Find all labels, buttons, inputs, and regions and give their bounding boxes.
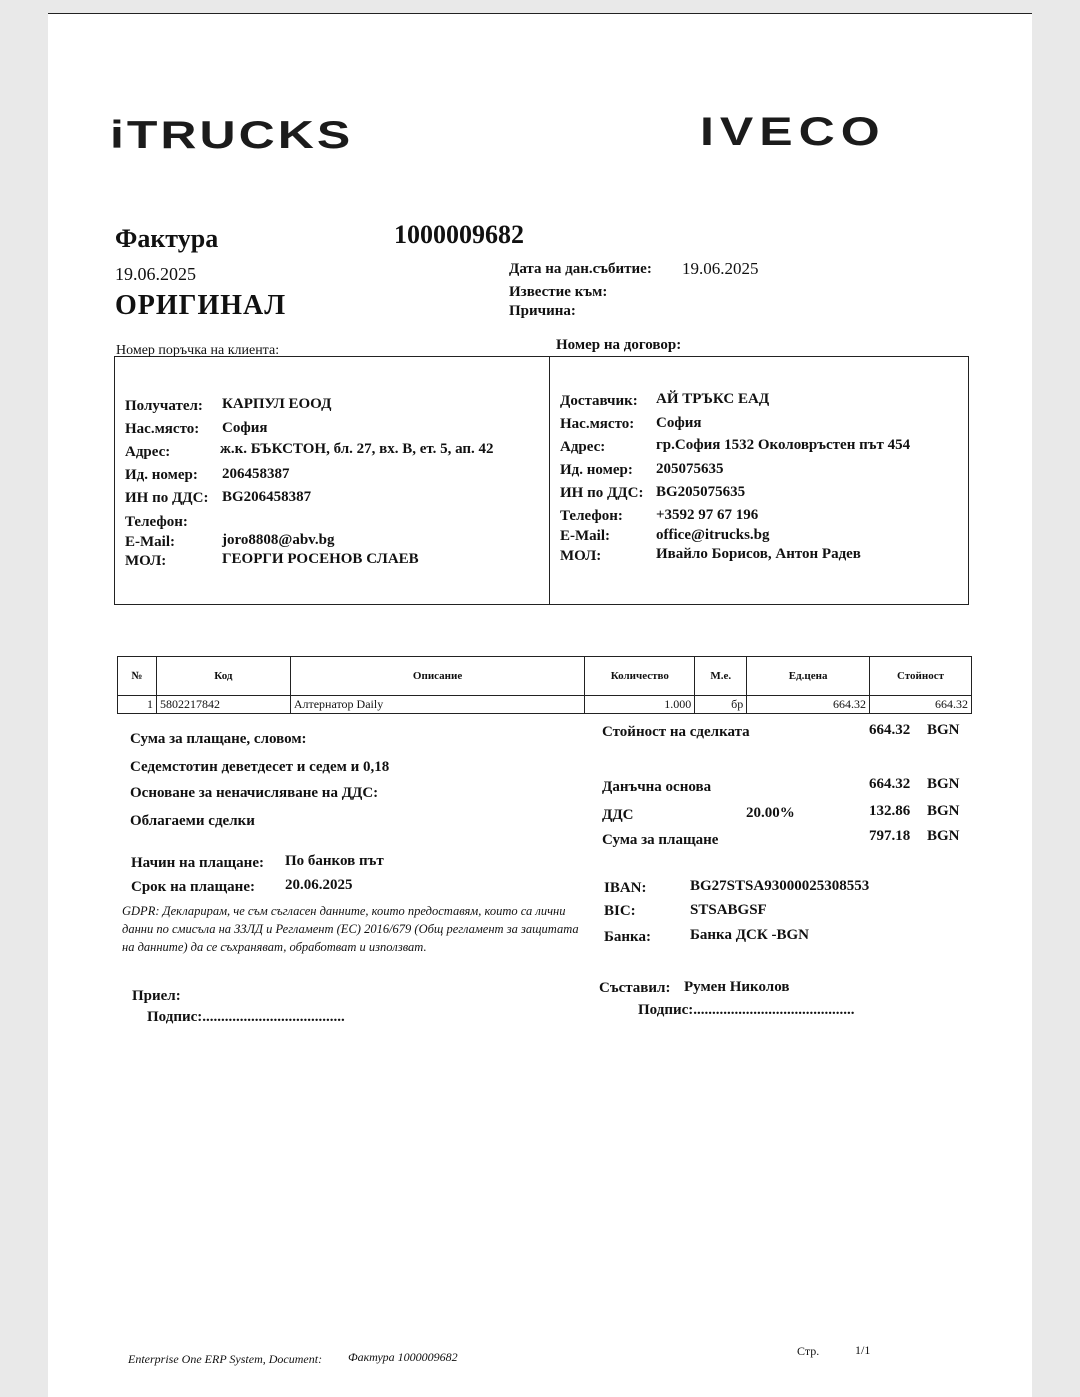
iban: BG27STSA93000025308553 bbox=[690, 878, 870, 894]
recipient-vat-label: ИН по ДДС: bbox=[125, 490, 209, 506]
contract-label: Номер на договор: bbox=[556, 337, 682, 353]
row-quantity: 1.000 bbox=[585, 696, 695, 714]
recipient-mol-label: МОЛ: bbox=[125, 553, 167, 569]
supplier-mol: Ивайло Борисов, Антон Радев bbox=[656, 546, 861, 562]
supplier-vat: BG205075635 bbox=[656, 484, 746, 500]
bank-label: Банка: bbox=[604, 929, 651, 945]
tax-base-label: Данъчна основа bbox=[602, 779, 712, 795]
recipient-label: Получател: bbox=[125, 398, 203, 414]
vat-label: ДДС bbox=[602, 807, 634, 823]
col-header-quantity: Количество bbox=[585, 657, 695, 696]
supplier-city: София bbox=[656, 415, 702, 431]
row-unit: бр bbox=[695, 696, 747, 714]
recipient-id: 206458387 bbox=[222, 466, 290, 482]
tax-event-date-label: Дата на дан.събитие: bbox=[509, 261, 652, 277]
payment-method: По банков път bbox=[285, 853, 384, 869]
recipient-city: София bbox=[222, 420, 268, 436]
row-description: Алтернатор Daily bbox=[290, 696, 585, 714]
bic: STSABGSF bbox=[690, 902, 767, 918]
total-amount: 797.18 bbox=[869, 828, 911, 844]
footer-system: Enterprise One ERP System, Document: bbox=[128, 1352, 323, 1366]
gdpr-statement: GDPR: Декларирам, че съм съгласен данните, които предоставям, които са лични данни по смисъла на ЗЗЛД и Регламент (ЕС) 2016/679 (Общ регламент за защитата на данните) да се съхраняват, обработват и използват. bbox=[122, 904, 579, 954]
notice-label: Известие към: bbox=[509, 284, 608, 300]
vat-currency: BGN bbox=[927, 803, 960, 819]
invoice-date: 19.06.2025 bbox=[115, 264, 196, 284]
supplier-email-label: E-Mail: bbox=[560, 528, 610, 544]
supplier-city-label: Нас.място: bbox=[560, 416, 635, 432]
deal-value: 664.32 bbox=[869, 722, 911, 738]
iban-label: IBAN: bbox=[604, 880, 647, 896]
tax-event-date: 19.06.2025 bbox=[682, 259, 759, 278]
col-header-unit-price: Ед.цена bbox=[747, 657, 870, 696]
footer-page-label: Стр. bbox=[797, 1344, 820, 1358]
recipient-phone-label: Телефон: bbox=[125, 514, 188, 530]
recipient-email: joro8808@abv.bg bbox=[222, 532, 335, 548]
itrucks-logo: iTRUCKS bbox=[110, 112, 354, 157]
recipient-address: ж.к. БЪКСТОН, бл. 27, вх. В, ет. 5, ап. 42 bbox=[220, 441, 494, 457]
vat-exempt-label: Основане за неначисляване на ДДС: bbox=[130, 785, 379, 801]
recipient-address-label: Адрес: bbox=[125, 444, 171, 460]
recipient-id-label: Ид. номер: bbox=[125, 467, 198, 483]
received-label: Приел: bbox=[132, 988, 181, 1004]
row-code: 5802217842 bbox=[156, 696, 290, 714]
taxable-label: Облагаеми сделки bbox=[130, 813, 255, 829]
row-unit-price: 664.32 bbox=[747, 696, 870, 714]
composed-label: Съставил: bbox=[599, 980, 671, 996]
table-row bbox=[118, 696, 972, 714]
bic-label: BIC: bbox=[604, 903, 636, 919]
recipient-city-label: Нас.място: bbox=[125, 421, 200, 437]
iveco-logo: IVECO bbox=[700, 108, 886, 154]
tax-base-currency: BGN bbox=[927, 776, 960, 792]
signature-right: Подпис:........................................... bbox=[638, 1002, 855, 1018]
col-header-no: № bbox=[118, 657, 157, 696]
supplier-id: 205075635 bbox=[656, 461, 724, 477]
footer-document: Фактура 1000009682 bbox=[348, 1350, 458, 1364]
col-header-description: Описание bbox=[290, 657, 585, 696]
copy-type: ОРИГИНАЛ bbox=[115, 290, 287, 321]
amount-words-label: Сума за плащане, словом: bbox=[130, 731, 307, 747]
tax-base: 664.32 bbox=[869, 776, 911, 792]
vat-rate: 20.00% bbox=[746, 805, 795, 821]
vat-amount: 132.86 bbox=[869, 803, 911, 819]
payment-method-label: Начин на плащане: bbox=[131, 855, 264, 871]
payment-due: 20.06.2025 bbox=[285, 877, 353, 893]
items-header-row bbox=[118, 657, 972, 696]
total-currency: BGN bbox=[927, 828, 960, 844]
invoice-number: 1000009682 bbox=[394, 220, 524, 249]
supplier-address-label: Адрес: bbox=[560, 439, 606, 455]
recipient-name: КАРПУЛ ЕООД bbox=[222, 396, 332, 412]
supplier-mol-label: МОЛ: bbox=[560, 548, 602, 564]
col-header-value: Стойност bbox=[870, 657, 972, 696]
footer-page: 1/1 bbox=[855, 1343, 871, 1357]
document-title: Фактура bbox=[115, 224, 219, 253]
amount-words: Седемстотин деветдесет и седем и 0,18 bbox=[130, 759, 390, 775]
col-header-code: Код bbox=[156, 657, 290, 696]
supplier-email: office@itrucks.bg bbox=[656, 527, 770, 543]
recipient-mol: ГЕОРГИ РОСЕНОВ СЛАЕВ bbox=[222, 551, 419, 567]
supplier-vat-label: ИН по ДДС: bbox=[560, 485, 644, 501]
supplier-label: Доставчик: bbox=[560, 393, 638, 409]
recipient-email-label: E-Mail: bbox=[125, 534, 175, 550]
payment-due-label: Срок на плащане: bbox=[131, 879, 255, 895]
items-table bbox=[117, 656, 972, 714]
col-header-unit: М.е. bbox=[695, 657, 747, 696]
client-order-label: Номер поръчка на клиента: bbox=[116, 343, 280, 358]
composed-by: Румен Николов bbox=[684, 979, 790, 995]
reason-label: Причина: bbox=[509, 303, 576, 319]
recipient-vat: BG206458387 bbox=[222, 489, 312, 505]
total-label: Сума за плащане bbox=[602, 832, 719, 848]
deal-value-label: Стойност на сделката bbox=[602, 724, 750, 740]
signature-left: Подпис:...................................... bbox=[147, 1009, 345, 1025]
row-no: 1 bbox=[118, 696, 157, 714]
parties-divider bbox=[549, 357, 550, 604]
bank: Банка ДСК -BGN bbox=[690, 927, 810, 943]
supplier-name: АЙ ТРЪКС ЕАД bbox=[656, 391, 770, 407]
supplier-phone-label: Телефон: bbox=[560, 508, 623, 524]
supplier-id-label: Ид. номер: bbox=[560, 462, 633, 478]
deal-value-currency: BGN bbox=[927, 722, 960, 738]
supplier-address: гр.София 1532 Околовръстен път 454 bbox=[656, 437, 911, 453]
supplier-phone: +3592 97 67 196 bbox=[656, 507, 759, 523]
row-value: 664.32 bbox=[870, 696, 972, 714]
